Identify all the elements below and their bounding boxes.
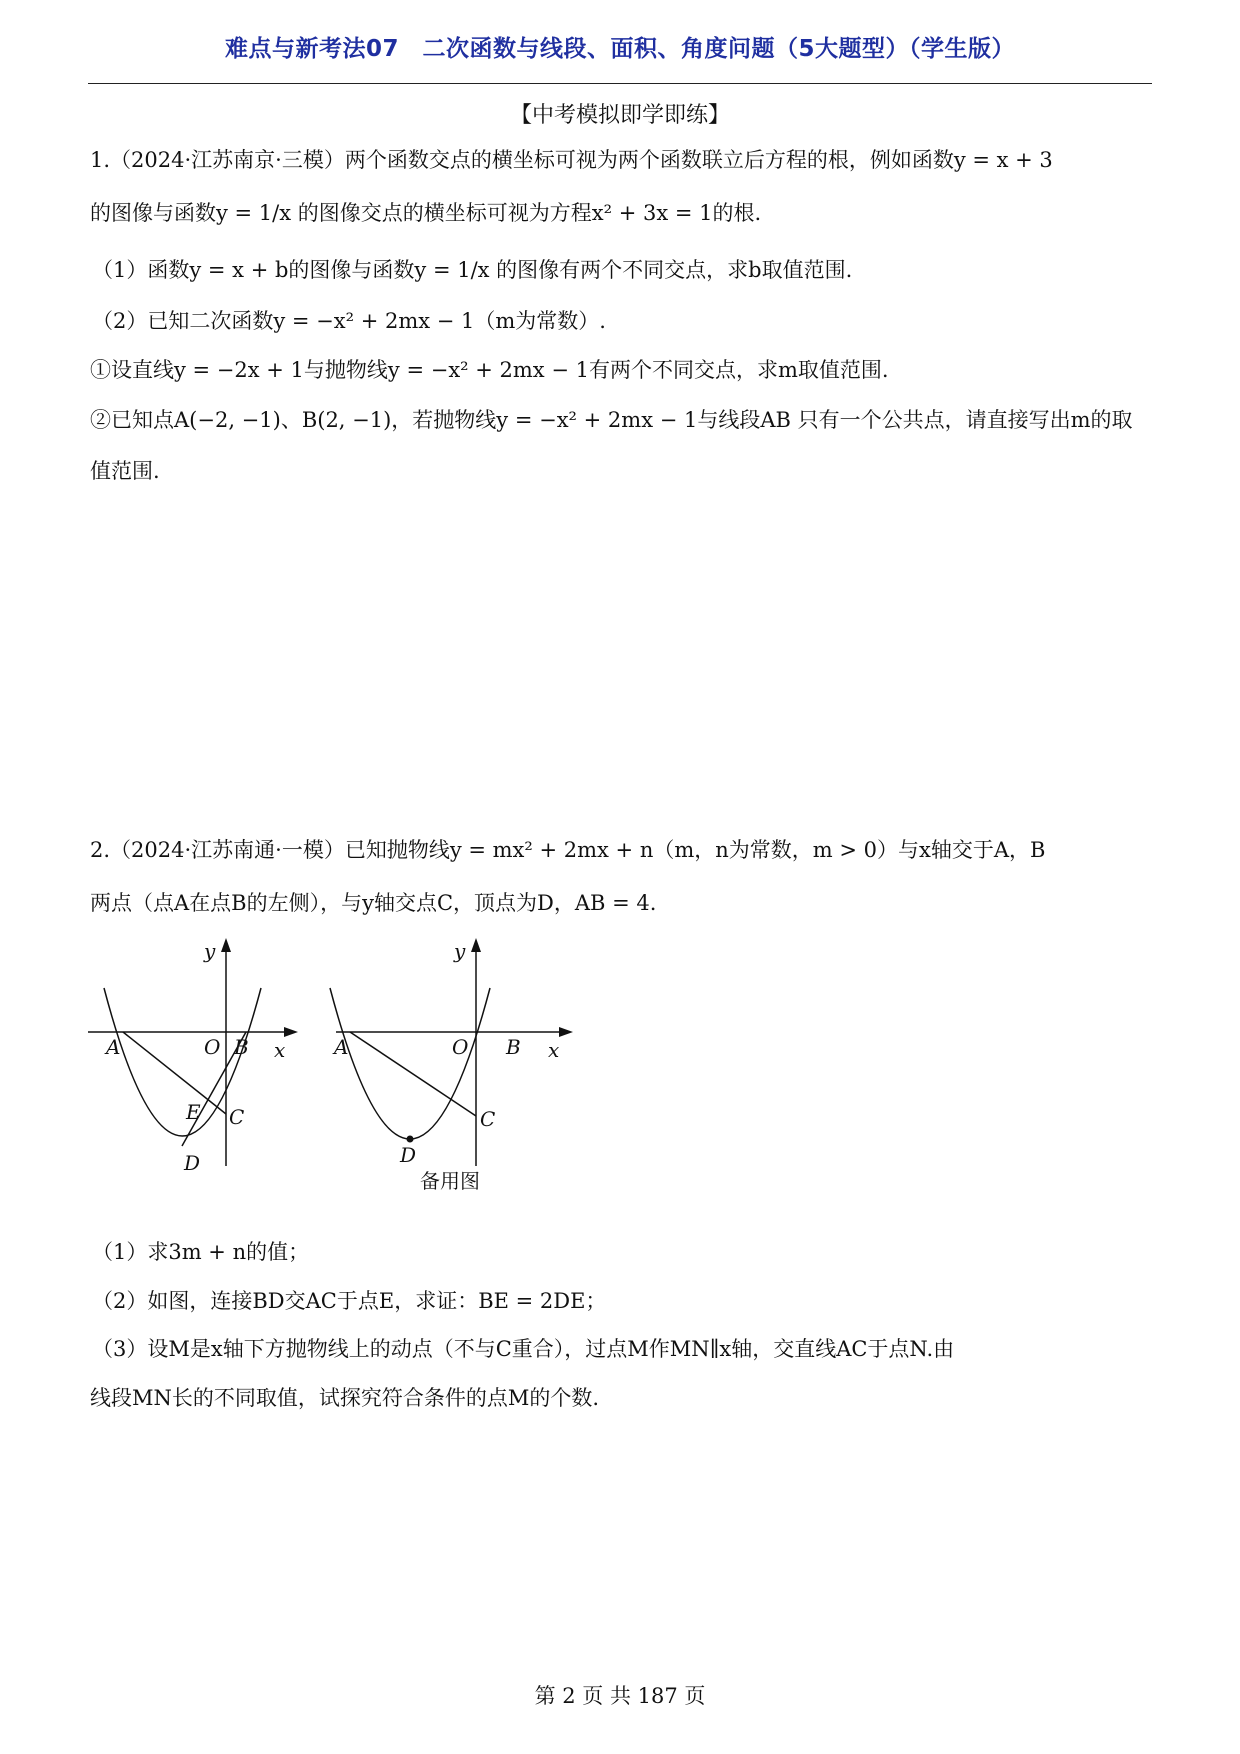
figure-left [88,938,298,1175]
document-header-title: 难点与新考法07 二次函数与线段、面积、角度问题（5大题型）（学生版） [224,36,1015,62]
right-vertex-D-dot [407,1136,414,1143]
right-point-D-label: D [400,1143,417,1167]
problem1-statement-line1: 1.（2024·江苏南京·三模）两个函数交点的横坐标可视为两个函数联立后方程的根，例如函数y = x + 3 [90,148,1053,172]
left-origin-label: O [204,1035,221,1059]
right-point-A-label: A [334,1035,349,1059]
right-x-axis-arrow-icon [559,1027,573,1037]
left-point-A-label: A [106,1035,121,1059]
problem2-question1: （1）求3m + n的值； [92,1240,310,1264]
right-figure-caption: 备用图 [420,1169,480,1193]
left-point-C-label: C [229,1105,245,1129]
left-y-axis-arrow-icon [221,938,231,952]
right-axis-x-label: x [548,1038,560,1062]
left-x-axis-arrow-icon [284,1027,298,1037]
problem1-question2b-line2: 值范围. [90,459,160,483]
right-axis-y-label: y [454,939,466,963]
right-y-axis-arrow-icon [471,938,481,952]
header-divider [88,83,1152,84]
problem1-question2a: ①设直线y = −2x + 1与抛物线y = −x² + 2mx − 1有两个不同交点，求m取值范围. [90,358,889,382]
problem1-statement-line2: 的图像与函数y = 1/x 的图像交点的横坐标可视为方程x² + 3x = 1的根. [90,201,762,225]
right-parabola [330,988,490,1139]
left-point-D-label: D [184,1151,201,1175]
left-axis-y-label: y [204,939,216,963]
problem1-question2b-line1: ②已知点A(−2, −1)、B(2, −1)，若抛物线y = −x² + 2mx − 1与线段AB 只有一个公共点，请直接写出m的取 [90,408,1133,432]
problem2-statement-line2: 两点（点A在点B的左侧），与y轴交点C，顶点为D，AB = 4. [90,891,657,915]
problem2-figure-svg [86,939,586,1224]
figure-right [330,938,573,1193]
right-point-B-label: B [506,1035,521,1059]
problem1-question2: （2）已知二次函数y = −x² + 2mx − 1（m为常数）. [92,309,606,333]
problem2-question2: （2）如图，连接BD交AC于点E，求证：BE = 2DE； [92,1289,607,1313]
right-point-C-label: C [480,1107,496,1131]
right-origin-label: O [452,1035,469,1059]
problem1-question1: （1）函数y = x + b的图像与函数y = 1/x 的图像有两个不同交点，求b取值范围. [92,258,853,282]
left-axis-x-label: x [274,1038,286,1062]
left-point-E-label: E [186,1100,201,1124]
left-point-B-label: B [234,1035,249,1059]
problem2-question3-line2: 线段MN长的不同取值，试探究符合条件的点M的个数. [90,1386,600,1410]
problem2-statement-line1: 2.（2024·江苏南通·一模）已知抛物线y = mx² + 2mx + n（m，n为常数，m > 0）与x轴交于A，B [90,838,1046,862]
section-title: 【中考模拟即学即练】 [509,103,730,128]
page-footer: 第 2 页 共 187 页 [534,1684,706,1708]
problem2-question3-line1: （3）设M是x轴下方抛物线上的动点（不与C重合），过点M作MN∥x轴，交直线AC于点N.由 [92,1337,955,1361]
problem2-figures [86,939,586,1224]
